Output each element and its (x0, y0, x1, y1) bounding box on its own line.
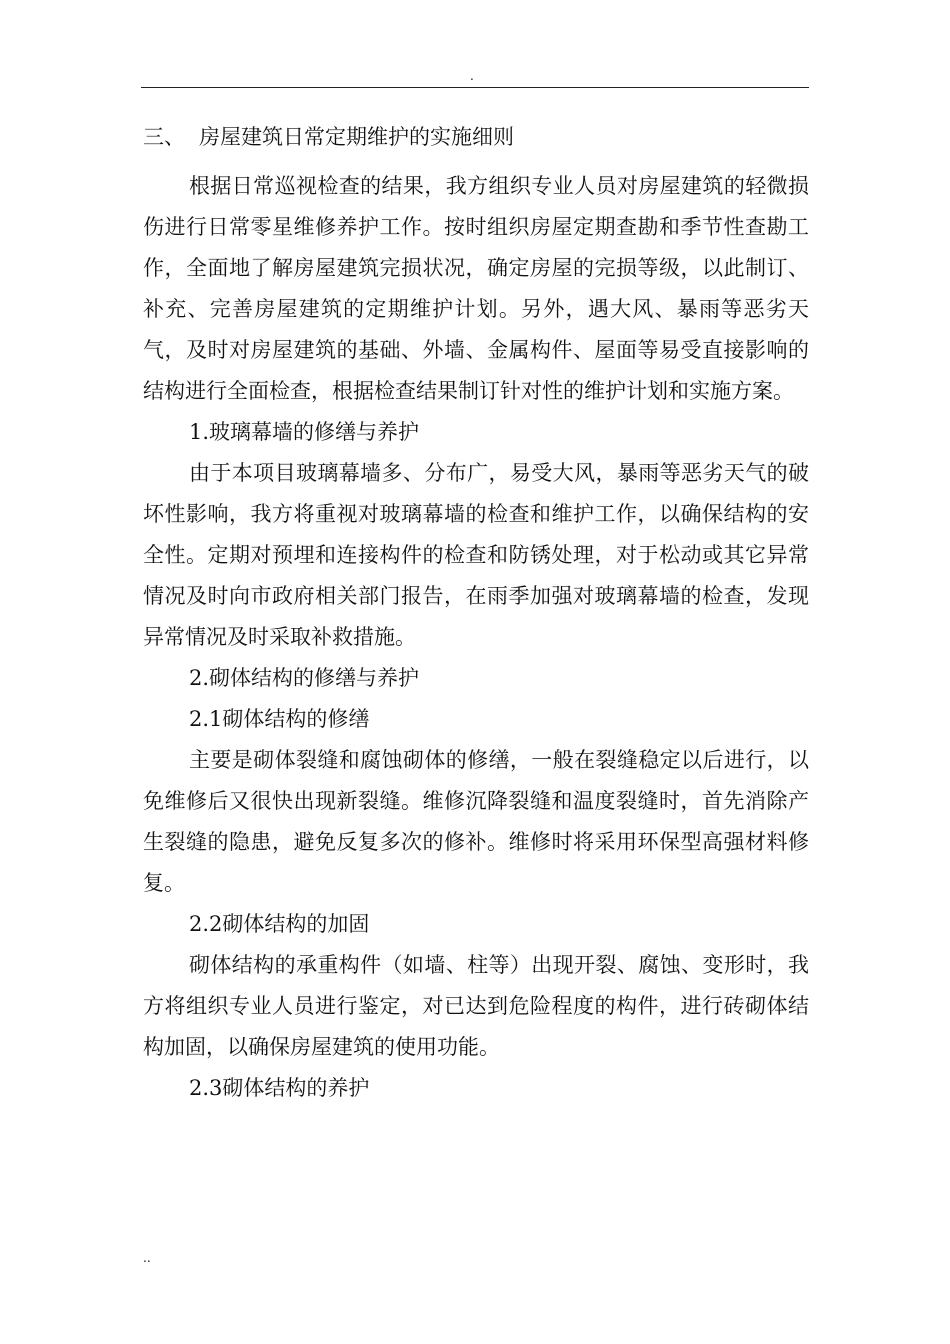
heading-masonry-reinforcement: 2.2砌体结构的加固 (189, 912, 370, 936)
header-rule (141, 87, 809, 88)
section-title-text: 房屋建筑日常定期维护的实施细则 (199, 125, 514, 149)
heading-masonry-maintenance: 2.3砌体结构的养护 (189, 1076, 370, 1100)
section-title (143, 117, 809, 157)
heading-masonry-repair: 2.1砌体结构的修缮 (189, 707, 370, 731)
heading-glass-curtain-wall: 1.玻璃幕墙的修缮与养护 (189, 420, 420, 444)
header-mark: . (470, 69, 474, 83)
document-body (143, 117, 809, 1109)
heading-masonry-structure: 2.砌体结构的修缮与养护 (189, 666, 420, 690)
paragraph-masonry-repair: 主要是砌体裂缝和腐蚀砌体的修缮，一般在裂缝稳定以后进行，以免维修后又很快出现新裂缝。维修沉降裂缝和温度裂缝时，首先消除产生裂缝的隐患，避免反复多次的修补。维修时将采用环保型高强材料修复。 (143, 748, 809, 895)
paragraph-masonry-reinforcement: 砌体结构的承重构件（如墙、柱等）出现开裂、腐蚀、变形时，我方将组织专业人员进行鉴定，对已达到危险程度的构件，进行砖砌体结构加固，以确保房屋建筑的使用功能。 (143, 953, 809, 1059)
paragraph-intro: 根据日常巡视检查的结果，我方组织专业人员对房屋建筑的轻微损伤进行日常零星维修养护工作。按时组织房屋定期查勘和季节性查勘工作，全面地了解房屋建筑完损状况，确定房屋的完损等级，以此制订、补充、完善房屋建筑的定期维护计划。另外，遇大风、暴雨等恶劣天气，及时对房屋建筑的基础、外墙、金属构件、屋面等易受直接影响的结构进行全面检查，根据检查结果制订针对性的维护计划和实施方案。 (143, 174, 809, 403)
section-number: 三、 (143, 125, 185, 149)
footer-mark: .. (143, 1251, 151, 1265)
paragraph-glass-curtain-wall: 由于本项目玻璃幕墙多、分布广，易受大风，暴雨等恶劣天气的破坏性影响，我方将重视对玻璃幕墙的检查和维护工作，以确保结构的安全性。定期对预埋和连接构件的检查和防锈处理，对于松动或其它异常情况及时向市政府相关部门报告，在雨季加强对玻璃幕墙的检查，发现异常情况及时采取补救措施。 (143, 461, 809, 649)
